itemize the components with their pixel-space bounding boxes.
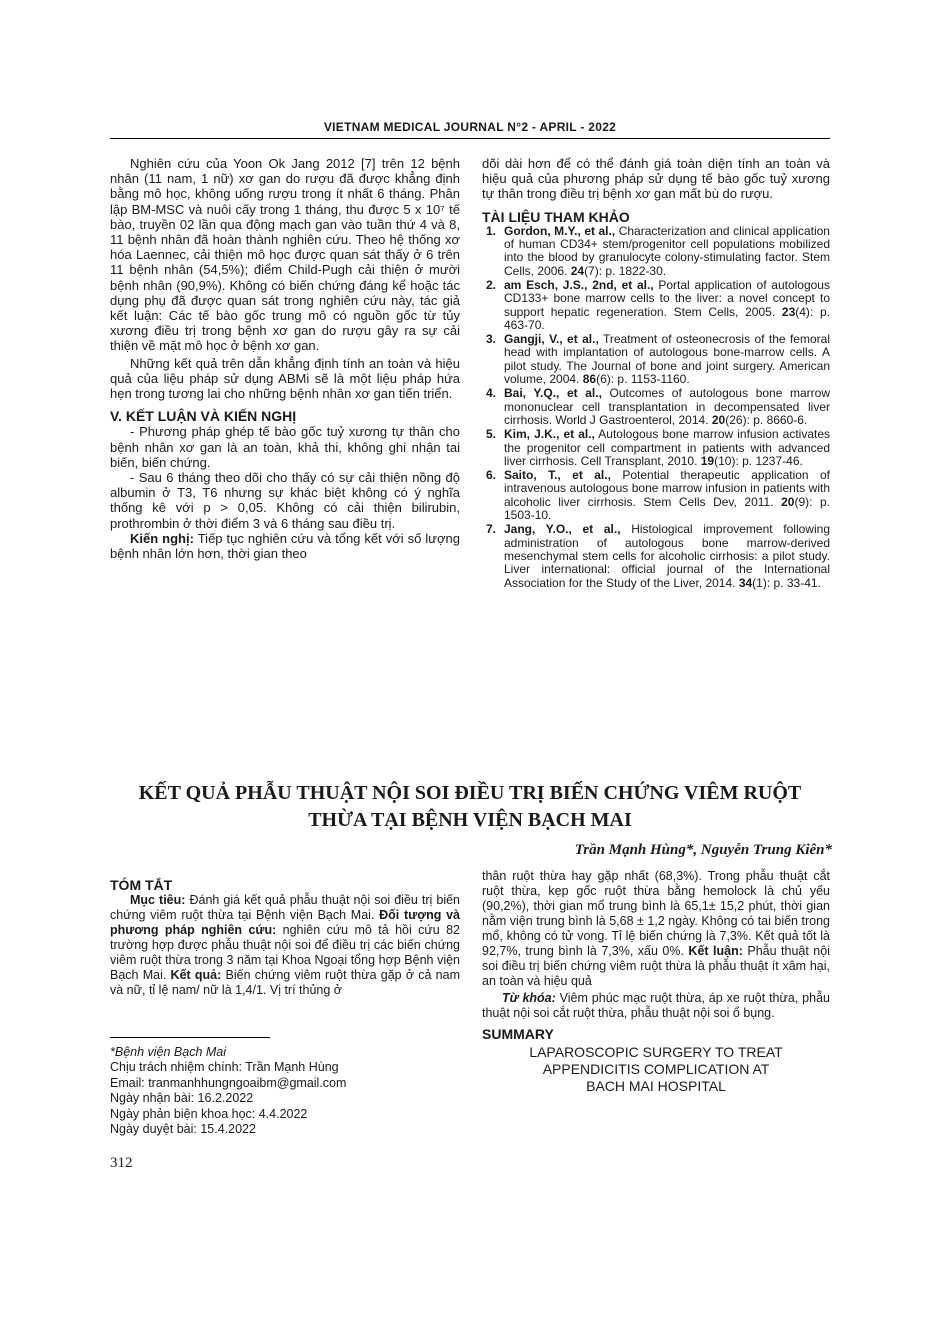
reference-text: Histological improvement following administration of autologous bone marrow-derived mesenchymal stem cells for alcoholic cirrhosis: a pilot study. Liver international: official journal of the International Association for the Study of the Liver, 2014. xyxy=(504,522,830,590)
paragraph: Nghiên cứu của Yoon Ok Jang 2012 [7] trên 12 bệnh nhân (11 nam, 1 nữ) xơ gan do rượu đã được khẳng định bằng mô học, không uống rượu trong ít nhất 6 tháng. Phân lập BM-MSC và nuôi cấy trong 1 tháng, thu được 5 x 10⁷ tế bào, truyền 02 lần qua động mạch gan vào tuần thứ 4 và 8, 11 bệnh nhân đã hoàn thành nghiên cứu. Theo hệ thống xơ hóa Laennec, cải thiện mô học được quan sát thấy ở 6 trên 11 bệnh nhân (54,5%); điểm Child-Pugh cải thiện ở mười bệnh nhân (90,9%). Không có biến chứng đáng kể hoặc tác dụng phụ đã được quan sát trong nghiên cứu này, tác giả kết luận: Các tế bào gốc trung mô có nguồn gốc từ tủy xương điều trị trong bệnh xơ gan do rượu gây ra sự cải thiện về mặt mô học ở bệnh xơ gan. xyxy=(110,156,460,354)
reference-pages: (1): p. 33-41. xyxy=(752,575,821,590)
keywords xyxy=(482,991,830,1021)
reference-pages: (9): p. 1503-10. xyxy=(504,494,831,523)
reference-volume: 23 xyxy=(781,304,796,319)
paragraph: - Sau 6 tháng theo dõi cho thấy có sự cải thiện nồng độ albumin ở T3, T6 nhưng sự khác biệt không có ý nghĩa thống kê với p > 0,05. Không có cải thiện bilirubin, prothrombin ở thời điểm 3 và 6 tháng sau điều trị. xyxy=(110,470,460,531)
text: Tiếp tục nghiên cứu và tổng kết với số lượng bệnh nhân lớn hơn, thời gian theo xyxy=(110,530,460,562)
reference-item xyxy=(482,333,830,386)
accepted-date: Ngày duyệt bài: 15.4.2022 xyxy=(110,1122,256,1137)
text: Đánh giá kết quả phẫu thuật nội soi điều trị biến chứng viêm ruột thừa tại Bệnh viện Bạch Mai. xyxy=(110,893,460,922)
reference-pages: (26): p. 8660-6. xyxy=(725,412,808,427)
corresponding-author: Chịu trách nhiệm chính: Trần Mạnh Hùng xyxy=(110,1060,339,1075)
abstract-heading: TÓM TẮT xyxy=(110,877,173,893)
reference-item xyxy=(482,225,830,278)
reference-item xyxy=(482,428,830,468)
reference-list xyxy=(482,225,830,590)
summary-title-line: APPENDICITIS COMPLICATION AT xyxy=(542,1061,770,1077)
label: Kết luận: xyxy=(688,944,743,958)
email: Email: tranmanhhungngoaibm@gmail.com xyxy=(110,1075,347,1090)
summary-title-line: LAPAROSCOPIC SURGERY TO TREAT xyxy=(529,1044,783,1060)
reference-volume: 34 xyxy=(738,575,753,590)
reference-number: 3. xyxy=(486,332,497,347)
paragraph: dõi dài hơn để có thể đánh giá toàn diện tính an toàn và hiệu quả của phương pháp sử dụng tế bào gốc tuỷ xương tự thân trong điều trị bệnh xơ gan mất bù do rượu. xyxy=(482,156,830,202)
title-line: THỪA TẠI BỆNH VIỆN BẠCH MAI xyxy=(308,809,632,831)
paragraph xyxy=(110,531,460,561)
reference-author: Gangji, V., et al., xyxy=(504,332,599,347)
authors: Trần Mạnh Hùng*, Nguyễn Trung Kiên* xyxy=(574,842,832,858)
abstract-paragraph xyxy=(482,869,830,989)
reference-pages: (6): p. 1153-1160. xyxy=(596,372,690,387)
reference-number: 4. xyxy=(486,386,497,401)
text: nghiên cứu mô tả hồi cứu 82 trường hợp được phẫu thuật nội soi để điều trị các biến chứng viêm ruột thừa trong 3 năm tại Khoa Ngoại tổng hợp Bệnh viện Bạch Mai. xyxy=(110,923,460,982)
summary-heading: SUMMARY xyxy=(482,1026,554,1042)
footnote-rule xyxy=(110,1037,270,1038)
footnotes xyxy=(110,1045,470,1137)
reference-author: Saito, T., et al., xyxy=(504,468,611,483)
reference-item xyxy=(482,279,830,332)
reference-pages: (10): p. 1237-46. xyxy=(714,453,803,468)
reference-item xyxy=(482,387,830,427)
reference-volume: 20 xyxy=(781,494,795,509)
reference-text: Potential therapeutic application of intravenous autologous bone marrow infusion in patients with alcoholic liver cirrhosis. Stem Cells Dev, 2011. xyxy=(504,468,831,509)
text: thân ruột thừa hay gặp nhất (68,3%). Trong phẫu thuật cắt ruột thừa, kẹp gốc ruột thừa bằng hemolock là chủ yếu (90,2%), thời gian mổ trung bình là 65,1± 15,2 phút, thời gian nằm viện trung bình là 5,68 ± 1,2 ngày. Không có tai biến trong mổ, không có tử vong. Tỉ lệ biến chứng là 7,3%. Kết quả tốt là 92,7%, trung bình là 7,3%, xấu 0%. xyxy=(482,869,830,958)
label: Kiến nghị: xyxy=(130,530,194,546)
title-line: KẾT QUẢ PHẪU THUẬT NỘI SOI ĐIỀU TRỊ BIẾN CHỨNG VIÊM RUỘT xyxy=(138,782,802,804)
received-date: Ngày nhận bài: 16.2.2022 xyxy=(110,1091,254,1106)
label: Kết quả: xyxy=(170,968,222,982)
reference-number: 7. xyxy=(486,522,497,537)
reference-text: Characterization and clinical application of human CD34+ stem/progenitor cell populations mobilized into the blood by granulocyte colony-stimulating factor. Stem Cells, 2006. xyxy=(504,223,830,278)
affiliation: *Bệnh viện Bạch Mai xyxy=(110,1045,227,1059)
reference-volume: 86 xyxy=(582,372,597,387)
text: Viêm phúc mạc ruột thừa, áp xe ruột thừa, phẫu thuật nội soi cắt ruột thừa, phẫu thuật nội soi ổ bụng. xyxy=(482,991,830,1020)
paragraph: - Phương pháp ghép tế bào gốc tuỷ xương tự thân cho bệnh nhân xơ gan là an toàn, khả thi, không ghi nhận tai biến, biến chứng. xyxy=(110,424,460,470)
article-title xyxy=(110,780,830,834)
section-heading: V. KẾT LUẬN VÀ KIẾN NGHỊ xyxy=(110,408,297,425)
label: Đối tượng và phương pháp nghiên cứu: xyxy=(110,908,461,937)
reference-author: Jang, Y.O., et al., xyxy=(504,522,621,537)
text: Phẫu thuật nội soi điều trị biến chứng viêm ruột thừa là phẫu thuật ít xâm hại, an toàn và hiệu quả xyxy=(482,944,830,988)
reference-number: 2. xyxy=(486,278,497,292)
abstract-right xyxy=(482,869,830,1095)
journal-header: VIETNAM MEDICAL JOURNAL N°2 - APRIL - 2022 xyxy=(323,120,617,134)
header-rule xyxy=(110,138,830,139)
reference-pages: (7): p. 1822-30. xyxy=(584,263,667,278)
label: Mục tiêu: xyxy=(130,893,186,907)
reference-text: Outcomes of autologous bone marrow mononuclear cell transplantation in decompensated liver cirrhosis. World J Gastroenterol, 2014. xyxy=(504,386,830,427)
reference-pages: (4): p. 463-70. xyxy=(504,304,831,332)
left-column xyxy=(110,156,460,561)
summary-title-line: BACH MAI HOSPITAL xyxy=(586,1078,726,1094)
abstract-paragraph xyxy=(110,893,460,998)
reviewed-date: Ngày phản biện khoa học: 4.4.2022 xyxy=(110,1106,308,1121)
reference-number: 1. xyxy=(486,223,497,238)
reference-author: am Esch, J.S., 2nd, et al., xyxy=(504,278,654,292)
reference-number: 5. xyxy=(486,427,497,442)
right-column xyxy=(482,156,830,591)
reference-item xyxy=(482,469,830,522)
label: Từ khóa: xyxy=(502,991,556,1005)
references-heading: TÀI LIỆU THAM KHẢO xyxy=(482,208,630,225)
reference-volume: 20 xyxy=(711,412,726,427)
abstract-left xyxy=(110,878,460,998)
page-number: 312 xyxy=(110,1155,133,1171)
paragraph: Những kết quả trên dẫn khẳng định tính an toàn và hiệu quả của liệu pháp sử dụng ABMi sẽ là một liệu pháp hứa hẹn trong tương lai cho những bệnh nhân xơ gan tiến triển. xyxy=(110,355,460,402)
reference-number: 6. xyxy=(486,468,497,483)
reference-author: Gordon, M.Y., et al., xyxy=(504,223,616,238)
reference-text: Treatment of osteonecrosis of the femoral head with implantation of autologous bone-marrow cells. A pilot study. The Journal of bone and joint surgery. American volume, 2004. xyxy=(504,332,830,387)
reference-author: Kim, J.K., et al., xyxy=(504,427,595,442)
reference-author: Bai, Y.Q., et al., xyxy=(504,386,602,401)
text: Biến chứng viêm ruột thừa gặp ở cả nam và nữ, tỉ lệ nam/ nữ là 1,4/1. Vị trí thủng ở xyxy=(110,968,460,997)
reference-volume: 24 xyxy=(570,263,585,278)
reference-text: Autologous bone marrow infusion activates the progenitor cell compartment in patients with advanced liver cirrhosis. Cell Transplant, 2010. xyxy=(504,427,831,468)
reference-item xyxy=(482,523,830,589)
summary-title xyxy=(482,1044,830,1095)
reference-volume: 19 xyxy=(700,453,715,468)
reference-text: Portal application of autologous CD133+ bone marrow cells to the liver: a novel concept to support hepatic regeneration. Stem Cells, 2005. xyxy=(504,278,830,319)
